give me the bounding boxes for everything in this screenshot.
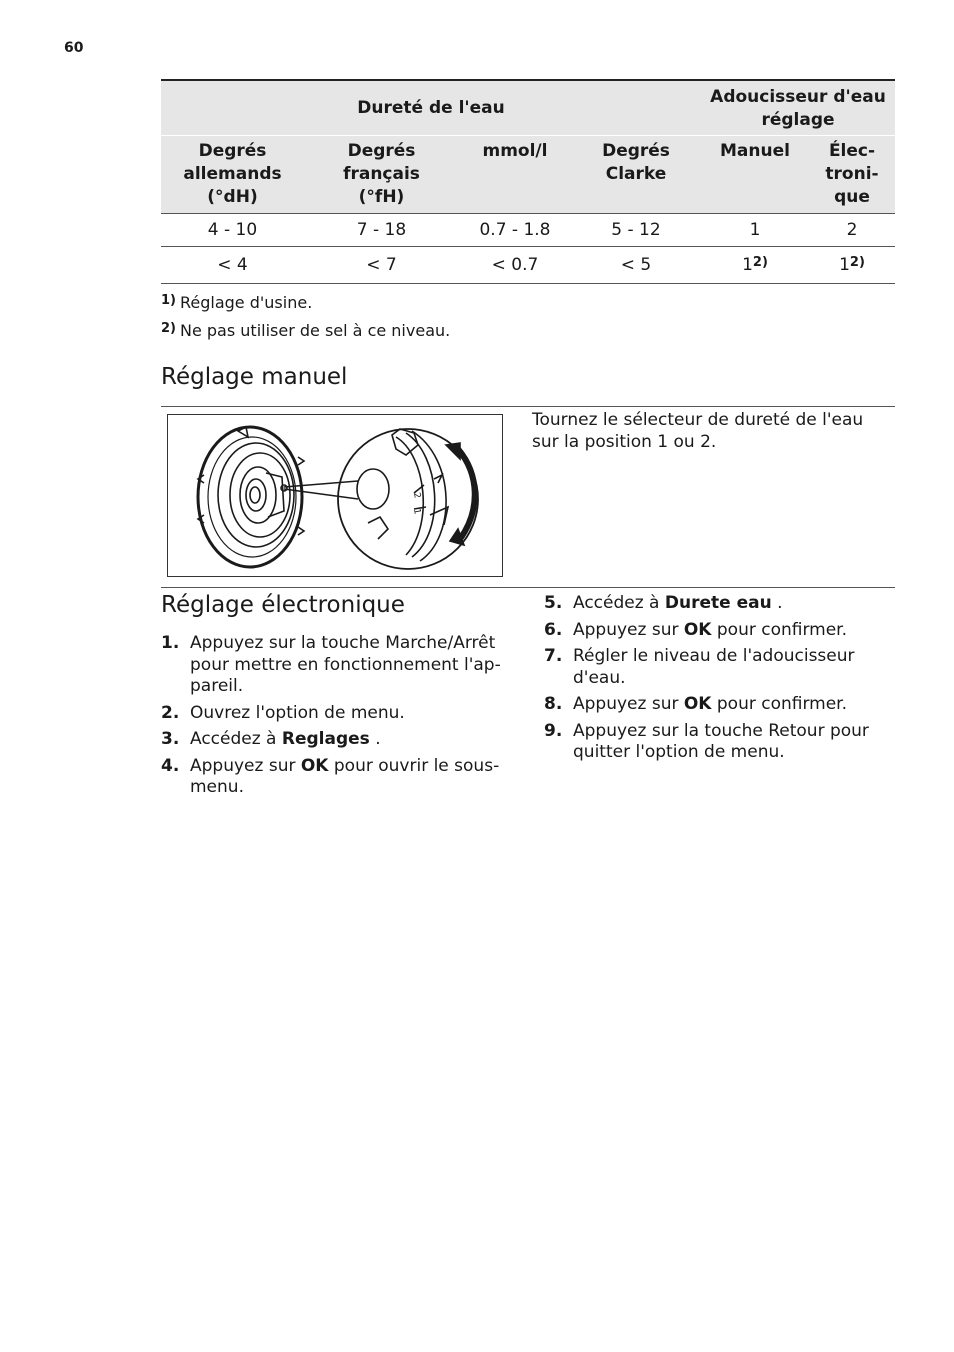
table-column-header-row bbox=[161, 135, 895, 213]
table-footnotes bbox=[161, 288, 450, 344]
dial-drawing bbox=[168, 415, 502, 576]
list-item: 9. Appuyez sur la touche Retour pour quitter l'option de menu. bbox=[544, 720, 869, 762]
group-header-water-hardness: Dureté de l'eau bbox=[357, 98, 505, 119]
list-item: 6. Appuyez sur OK pour confirmer. bbox=[544, 619, 848, 640]
water-softener-dial-illustration bbox=[167, 414, 503, 577]
footnote-ref: 2) bbox=[752, 254, 768, 270]
list-item: 2. Ouvrez l'option de menu. bbox=[161, 702, 405, 723]
table-row: < 4 < 7 < 0.7 < 5 1$^{2)}$ 1$^{2)}$ bbox=[161, 246, 895, 283]
list-item: 8. Appuyez sur OK pour confirmer. bbox=[544, 694, 848, 714]
section-rule bbox=[161, 587, 895, 588]
table-group-header-row bbox=[161, 80, 895, 135]
col-header-mmol: mmol/l bbox=[482, 140, 548, 161]
col-header-dh: Degrés allemands (°dH) bbox=[183, 140, 282, 207]
footnote-2: $^{2)}$ Ne pas utiliser de sel à ce niveau. bbox=[161, 321, 451, 340]
col-header-clarke: Degrés Clarke bbox=[602, 140, 670, 184]
dial-label-1: 1 bbox=[411, 507, 422, 516]
section-heading-electronic: Réglage électronique bbox=[161, 592, 405, 618]
dial-label-2: 2 bbox=[411, 491, 422, 500]
list-item: 7. Régler le niveau de l'adoucisseur d'eau. bbox=[544, 646, 855, 688]
list-item: 1. Appuyez sur la touche Marche/Arrêt pour mettre en fonctionnement l'ap- pareil. bbox=[161, 633, 501, 696]
list-item: 5. Accédez à Durete eau . bbox=[544, 593, 783, 613]
steps-list-left bbox=[161, 633, 511, 804]
col-header-electronic: Élec- troni- que bbox=[825, 140, 879, 207]
manual-instruction: Tournez le sélecteur de dureté de l'eau sur la position 1 ou 2. bbox=[532, 410, 864, 452]
list-item: 4. Appuyez sur OK pour ouvrir le sous- menu. bbox=[161, 755, 500, 797]
footnote-ref: 2) bbox=[849, 254, 865, 270]
section-heading-manual: Réglage manuel bbox=[161, 364, 348, 390]
steps-list-right bbox=[544, 593, 894, 769]
list-item: 3. Accédez à Reglages . bbox=[161, 729, 381, 749]
section-rule bbox=[161, 406, 895, 407]
col-header-fh: Degrés français (°fH) bbox=[343, 140, 420, 207]
table-row: 4 - 10 7 - 18 0.7 - 1.8 5 - 12 1 2 bbox=[161, 213, 895, 246]
page-number: 60 bbox=[64, 40, 84, 56]
col-header-manual: Manuel bbox=[720, 140, 790, 161]
footnote-1: $^{1)}$ Réglage d'usine. bbox=[161, 293, 313, 312]
group-header-softener: Adoucisseur d'eau réglage bbox=[710, 86, 886, 130]
water-hardness-table bbox=[161, 79, 895, 284]
